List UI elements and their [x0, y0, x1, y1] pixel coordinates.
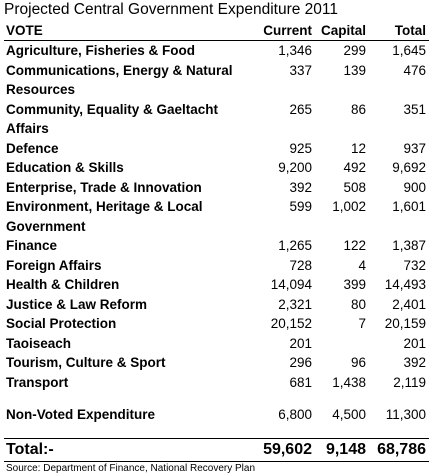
capital-value: 122: [343, 238, 366, 253]
vote-label: Finance: [6, 238, 58, 253]
current-value: 14,094: [270, 277, 312, 292]
table-row: [4, 178, 429, 198]
total-value: 732: [403, 257, 426, 273]
vote-label: Tourism, Culture & Sport: [6, 355, 166, 370]
capital-value: 80: [350, 296, 366, 312]
table-row: [4, 334, 429, 354]
table-row: [4, 236, 429, 256]
total-capital: 9,148: [325, 440, 366, 458]
table-header: [4, 22, 429, 41]
capital-value: 86: [350, 101, 366, 117]
header-current: Current: [263, 23, 312, 38]
current-value: 925: [289, 140, 312, 156]
header-capital: Capital: [320, 23, 366, 38]
current-value: 6,800: [278, 407, 312, 422]
table-row: [4, 41, 429, 61]
vote-label: Transport: [6, 374, 69, 390]
capital-value: 4: [358, 257, 366, 273]
vote-label: Defence: [6, 140, 59, 156]
table-body: [4, 41, 429, 425]
vote-label: Communications, Energy & Natural Resources: [6, 62, 233, 97]
table-row: [4, 61, 429, 100]
current-value: 1,346: [278, 43, 312, 58]
header-vote: VOTE: [6, 23, 43, 38]
total-value: 2,119: [393, 374, 426, 390]
total-value: 20,159: [384, 316, 426, 331]
table-row: [4, 314, 429, 334]
capital-value: 299: [343, 43, 366, 58]
total-value: 1,645: [392, 43, 426, 58]
current-value: 9,200: [278, 160, 312, 175]
total-row: [4, 438, 429, 462]
vote-label: Environment, Heritage & Local Government: [6, 199, 203, 234]
total-value: 2,401: [392, 296, 426, 312]
table-row: [4, 197, 429, 236]
current-value: 1,265: [278, 238, 312, 253]
current-value: 296: [289, 355, 312, 370]
current-value: 337: [289, 62, 312, 78]
capital-value: 96: [350, 355, 366, 370]
current-value: 392: [289, 179, 312, 195]
table-row: [4, 158, 429, 178]
table-row: [4, 295, 429, 315]
total-value: 937: [403, 140, 426, 156]
vote-label: Non-Voted Expenditure: [6, 407, 156, 422]
total-value: 1,387: [392, 238, 426, 253]
total-value: 11,300: [385, 407, 426, 422]
capital-value: 399: [343, 277, 366, 292]
capital-value: 508: [343, 179, 366, 195]
total-value: 9,692: [392, 160, 426, 175]
table-row: [4, 275, 429, 295]
table-row: [4, 100, 429, 139]
total-current: 59,602: [263, 440, 312, 458]
total-value: 1,601: [392, 199, 426, 214]
total-value: 351: [403, 101, 426, 117]
total-label: Total:-: [6, 440, 54, 458]
vote-label: Social Protection: [6, 316, 117, 331]
vote-label: Taoiseach: [6, 335, 72, 351]
total-value: 201: [403, 335, 426, 351]
capital-value: 492: [343, 160, 366, 175]
capital-value: 4,500: [332, 407, 366, 422]
vote-label: Education & Skills: [6, 160, 124, 175]
total-value: 392: [403, 355, 426, 370]
table-row: [4, 256, 429, 276]
table-title: Projected Central Government Expenditure 2011: [4, 1, 339, 18]
current-value: 681: [289, 374, 312, 390]
table-row: [4, 373, 429, 393]
current-value: 2,321: [278, 296, 312, 312]
source-note: Source: Department of Finance, National Recovery Plan: [6, 462, 256, 474]
total-value: 900: [403, 179, 426, 195]
vote-label: Foreign Affairs: [6, 257, 102, 273]
vote-label: Enterprise, Trade & Innovation: [6, 179, 202, 195]
vote-label: Community, Equality & Gaeltacht Affairs: [6, 101, 219, 136]
table-row: [4, 405, 429, 425]
capital-value: 1,002: [332, 199, 366, 214]
total-value: 14,493: [384, 277, 426, 292]
capital-value: 7: [358, 316, 366, 331]
vote-label: Agriculture, Fisheries & Food: [6, 43, 196, 58]
current-value: 728: [289, 257, 312, 273]
vote-label: Justice & Law Reform: [6, 296, 148, 312]
vote-label: Health & Children: [6, 277, 120, 292]
table-row: [4, 353, 429, 373]
current-value: 265: [289, 101, 312, 117]
total-total: 68,786: [377, 440, 426, 458]
capital-value: 139: [343, 62, 366, 78]
expenditure-table: [4, 22, 429, 476]
total-value: 476: [403, 62, 426, 78]
capital-value: 12: [350, 140, 366, 156]
table-row: [4, 139, 429, 159]
header-total: Total: [394, 23, 426, 38]
current-value: 599: [289, 199, 312, 214]
capital-value: 1,438: [332, 374, 366, 390]
current-value: 20,152: [270, 316, 312, 331]
current-value: 201: [289, 335, 312, 351]
